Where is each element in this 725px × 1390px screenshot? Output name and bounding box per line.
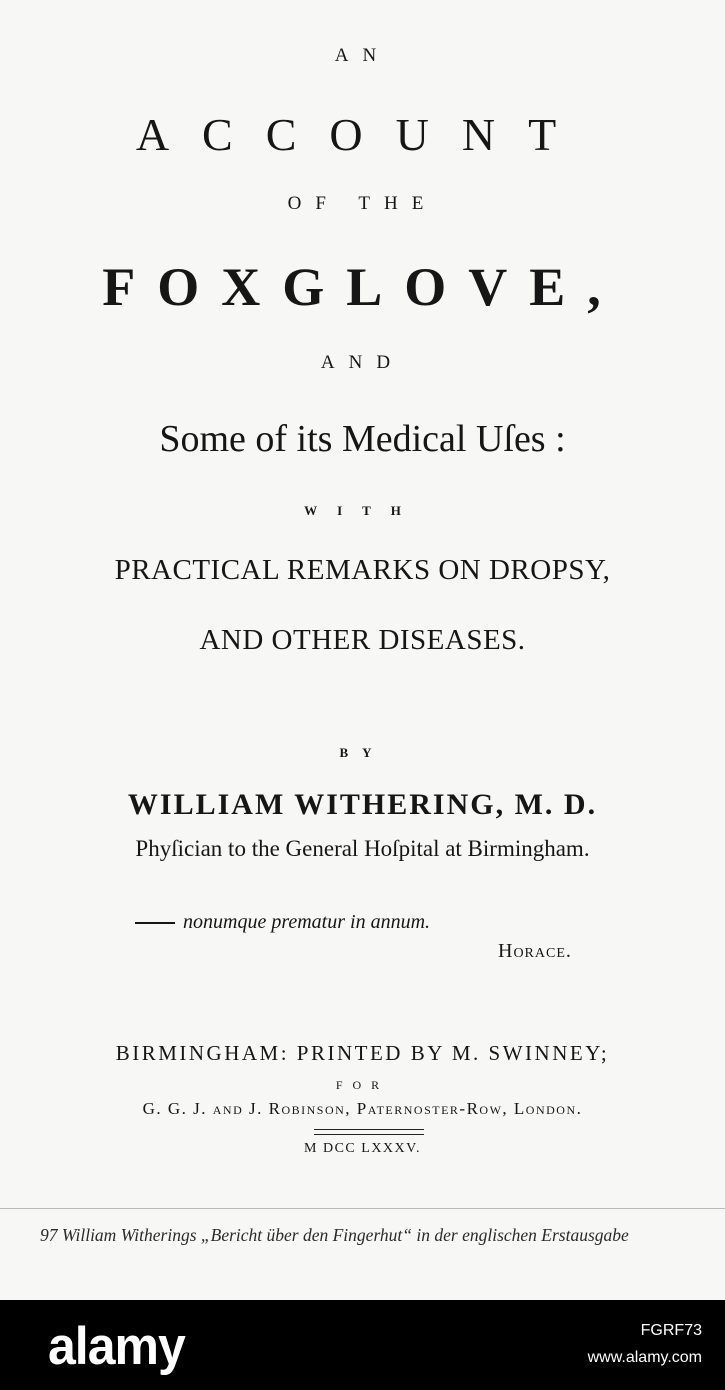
imprint-printer: BIRMINGHAM: PRINTED BY M. SWINNEY; (115, 1041, 610, 1065)
subtitle-other-diseases: AND OTHER DISEASES. (199, 624, 526, 656)
author-position: Phyſician to the General Hoſpital at Birmingham. (135, 836, 590, 861)
watermark-url: www.alamy.com (587, 1349, 702, 1366)
title-by: BY (339, 745, 386, 760)
epigraph-text: nonumque prematur in annum. (183, 911, 431, 933)
imprint-for: FOR (335, 1078, 390, 1092)
imprint-sellers: G. G. J. and J. Robinson, Paternoster-Row, London. (142, 1099, 583, 1118)
epigraph-source: Horace. (498, 940, 572, 962)
double-rule-divider (314, 1129, 424, 1135)
watermark-logo: alamy (48, 1316, 185, 1376)
author-name: WILLIAM WITHERING, M. D. (127, 788, 598, 821)
watermark-image-id: FGRF73 (640, 1322, 702, 1339)
title-with: WITH (304, 503, 421, 518)
figure-caption: 97 William Witherings „Bericht über den Fingerhut“ in der englischen Erstausgabe (40, 1225, 629, 1245)
title-an: AN (334, 45, 391, 66)
imprint-year: M DCC LXXXV. (304, 1141, 421, 1156)
title-of-the: OF THE (287, 193, 438, 214)
epigraph-dash (135, 922, 175, 924)
caption-divider (0, 1208, 725, 1209)
subtitle-medical-uses: Some of its Medical Uſes : (159, 418, 566, 460)
epigraph (135, 911, 430, 934)
title-and: AND (320, 352, 405, 373)
title-account: ACCOUNT (135, 109, 590, 160)
title-foxglove: FOXGLOVE, (102, 257, 623, 317)
subtitle-practical-remarks: PRACTICAL REMARKS ON DROPSY, (114, 554, 611, 586)
